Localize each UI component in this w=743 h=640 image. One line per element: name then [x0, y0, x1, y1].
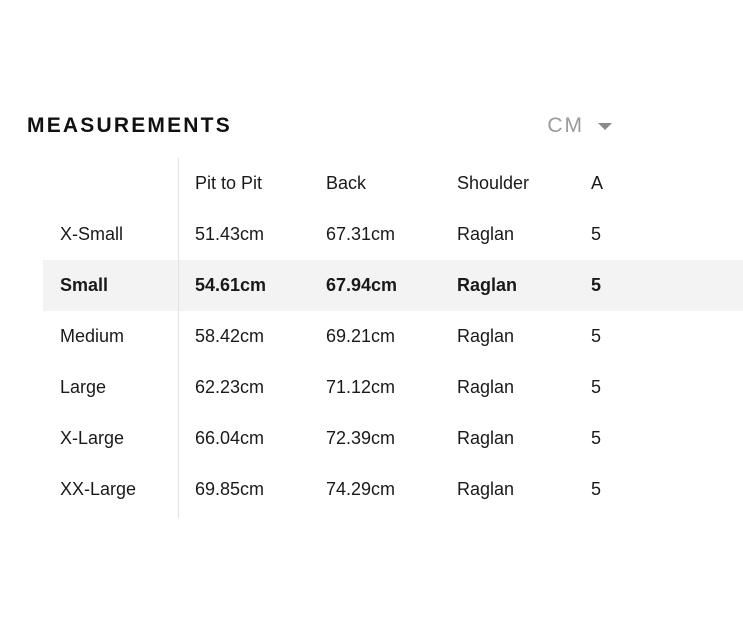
column-divider	[178, 158, 179, 518]
pit-to-pit-cell: 51.43cm	[195, 224, 265, 244]
back-cell: 67.94cm	[326, 275, 398, 295]
back-cell: 74.29cm	[326, 479, 396, 499]
section-title: MEASUREMENTS	[27, 114, 232, 137]
pit-to-pit-cell: 69.85cm	[195, 479, 265, 499]
extra-cell: 5	[591, 326, 602, 346]
extra-cell: 5	[591, 275, 602, 295]
table-row	[43, 413, 743, 464]
chevron-down-icon	[598, 123, 612, 130]
table-row	[43, 362, 743, 413]
measurements-header	[27, 112, 612, 142]
back-cell: 69.21cm	[326, 326, 396, 346]
table-row-highlighted	[43, 260, 743, 311]
pit-to-pit-cell: 54.61cm	[195, 275, 267, 295]
shoulder-cell: Raglan	[457, 479, 515, 499]
size-cell: Small	[60, 275, 109, 295]
extra-cell: 5	[591, 479, 602, 499]
size-cell: Large	[60, 377, 107, 397]
column-header-extra: A	[591, 173, 604, 193]
table-row	[43, 464, 743, 515]
size-cell: Medium	[60, 326, 125, 346]
unit-select-value: CM	[547, 114, 584, 137]
column-header-back: Back	[326, 173, 367, 193]
shoulder-cell: Raglan	[457, 377, 515, 397]
table-header-row	[43, 158, 743, 209]
shoulder-cell: Raglan	[457, 326, 515, 346]
size-cell: XX-Large	[60, 479, 137, 499]
pit-to-pit-cell: 66.04cm	[195, 428, 265, 448]
extra-cell: 5	[591, 224, 602, 244]
column-header-shoulder: Shoulder	[457, 173, 530, 193]
size-cell: X-Small	[60, 224, 124, 244]
shoulder-cell: Raglan	[457, 224, 515, 244]
table-row	[43, 311, 743, 362]
size-cell: X-Large	[60, 428, 125, 448]
extra-cell: 5	[591, 428, 602, 448]
back-cell: 67.31cm	[326, 224, 396, 244]
measurements-table[interactable]	[43, 158, 604, 518]
back-cell: 72.39cm	[326, 428, 396, 448]
shoulder-cell: Raglan	[457, 275, 518, 295]
column-header-pit-to-pit: Pit to Pit	[195, 173, 263, 193]
pit-to-pit-cell: 62.23cm	[195, 377, 265, 397]
shoulder-cell: Raglan	[457, 428, 515, 448]
extra-cell: 5	[591, 377, 602, 397]
table-row	[43, 209, 743, 260]
unit-select[interactable]	[547, 112, 612, 140]
pit-to-pit-cell: 58.42cm	[195, 326, 265, 346]
back-cell: 71.12cm	[326, 377, 396, 397]
